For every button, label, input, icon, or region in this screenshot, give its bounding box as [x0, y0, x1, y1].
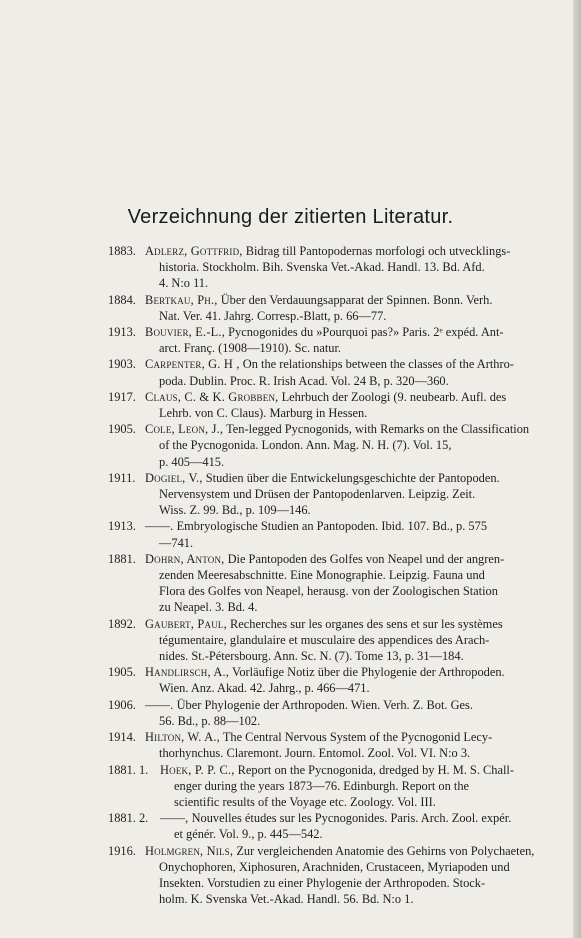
reference-entry	[0, 421, 581, 470]
reference-year: 1881. 1.	[108, 762, 149, 777]
reference-text-line: historia. Stockholm. Bih. Svenska Vet.-Akad. Handl. 13. Bd. Afd.	[159, 260, 485, 275]
reference-year: 1903.	[108, 357, 136, 372]
reference-text-line: arct. Franç. (1908—1910). Sc. natur.	[159, 341, 342, 356]
reference-entry	[0, 762, 581, 811]
reference-year: 1913.	[108, 325, 136, 340]
reference-entry	[0, 518, 581, 550]
reference-year: 1906.	[108, 697, 136, 712]
reference-author: Dohrn, Anton,	[145, 551, 225, 566]
reference-text-line: poda. Dublin. Proc. R. Irish Acad. Vol. 24 B, p. 320—360.	[159, 373, 449, 388]
reference-text-line: scientific results of the Voyage etc. Zoology. Vol. III.	[174, 794, 436, 809]
reference-year: 1917.	[108, 389, 136, 404]
reference-year: 1892.	[108, 616, 136, 631]
reference-author: Cole, Leon, J.,	[145, 422, 224, 437]
reference-text-line: Bidrag till Pantopodernas morfologi och utvecklings-	[245, 244, 511, 258]
reference-text-line: thorhynchus. Claremont. Journ. Entomol. Zool. Vol. VI. N:o 3.	[159, 746, 471, 761]
reference-author: Gaubert, Paul,	[145, 616, 227, 631]
reference-entry	[0, 389, 581, 421]
reference-entry	[0, 470, 581, 519]
reference-text-line: et génér. Vol. 9., p. 445—542.	[174, 827, 323, 842]
reference-year: 1911.	[108, 470, 136, 485]
reference-author: Carpenter, G. H ,	[145, 357, 240, 372]
reference-text-line: Nervensystem und Drüsen der Pantopodenlarven. Leipzig. Zeit.	[159, 487, 476, 502]
reference-entry	[0, 729, 581, 761]
reference-year: 1914.	[108, 730, 136, 745]
reference-entry	[0, 616, 581, 665]
reference-text-line: Zur vergleichenden Anatomie des Gehirns von Polychaeten,	[236, 843, 535, 858]
reference-text-line: Die Pantopoden des Golfes von Neapel und der angren-	[227, 551, 505, 566]
reference-text-line: Flora des Golfes von Neapel, herausg. von der Zoologischen Station	[159, 584, 498, 599]
reference-year: 1916.	[108, 843, 136, 858]
reference-author: ——.	[145, 697, 174, 712]
reference-entry	[0, 324, 581, 356]
reference-author: Hoek, P. P. C.,	[160, 762, 235, 777]
reference-text-line: zu Neapel. 3. Bd. 4.	[159, 600, 258, 615]
reference-text-line: Wien. Anz. Akad. 42. Jahrg., p. 466—471.	[159, 681, 370, 696]
reference-text-line: Onychophoren, Xiphosuren, Arachniden, Crustaceen, Myriapoden und	[159, 859, 510, 874]
reference-list	[0, 243, 581, 907]
reference-text-line: p. 405—415.	[159, 454, 225, 469]
reference-text-line: Embryologische Studien an Pantopoden. Ibid. 107. Bd., p. 575	[176, 519, 488, 534]
reference-text-line: Ten-legged Pycnogonids, with Remarks on the Classification	[226, 422, 530, 437]
reference-year: 1881.	[108, 551, 136, 566]
reference-entry	[0, 810, 581, 842]
reference-entry	[0, 356, 581, 388]
reference-entry	[0, 843, 581, 908]
reference-text-line: Lehrbuch der Zoologi (9. neubearb. Aufl. des	[281, 389, 507, 404]
reference-author: Handlirsch, A.,	[145, 665, 230, 680]
reference-year: 1913.	[108, 519, 136, 534]
reference-entry	[0, 697, 581, 729]
reference-text-line: Nat. Ver. 41. Jahrg. Corresp.-Blatt, p. 66—77.	[159, 308, 387, 323]
reference-text-line: Pycnogonides du »Pourquoi pas?» Paris. 2ᵉ expéd. Ant-	[228, 325, 504, 340]
reference-text-line: On the relationships between the classes of the Arthro-	[242, 357, 514, 372]
reference-year: 1883.	[108, 244, 136, 258]
reference-text-line: Studien über die Entwickelungsgeschichte der Pantopoden.	[205, 470, 500, 485]
reference-year: 1905.	[108, 665, 136, 680]
reference-text-line: enger during the years 1873—76. Edinburgh. Report on the	[174, 778, 470, 793]
reference-author: Hilton, W. A.,	[145, 730, 220, 745]
reference-author: Holmgren, Nils,	[145, 843, 234, 858]
reference-author: Dogiel, V.,	[145, 470, 203, 485]
reference-year: 1884.	[108, 292, 136, 307]
reference-text-line: Recherches sur les organes des sens et sur les systèmes	[230, 616, 503, 631]
reference-entry	[0, 243, 581, 292]
reference-text-line: 4. N:o 11.	[159, 276, 209, 291]
reference-text-line: Nouvelles études sur les Pycnogonides. Paris. Arch. Zool. expér.	[191, 811, 512, 826]
reference-author: Claus, C. & K. Grobben,	[145, 389, 279, 404]
reference-author: Bertkau, Ph.,	[145, 292, 218, 307]
reference-text-line: zenden Meeresabschnitte. Eine Monographie. Leipzig. Fauna und	[159, 568, 485, 583]
reference-text-line: of the Pycnogonida. London. Ann. Mag. N. H. (7). Vol. 15,	[159, 438, 452, 453]
reference-text-line: Report on the Pycnogonida, dredged by H. M. S. Chall-	[237, 762, 514, 777]
reference-text-line: nides. St.-Pétersbourg. Ann. Sc. N. (7). Tome 13, p. 31—184.	[159, 649, 464, 664]
reference-year: 1905.	[108, 422, 136, 437]
reference-text-line: Lehrb. von C. Claus). Marburg in Hessen.	[159, 406, 368, 421]
reference-author: Bouvier, E.-L.,	[145, 325, 226, 340]
page-title: Verzeichnung der zitierten Literatur.	[127, 206, 454, 228]
reference-entry	[0, 292, 581, 324]
reference-text-line: holm. K. Svenska Vet.-Akad. Handl. 56. Bd. N:o 1.	[159, 892, 414, 907]
reference-text-line: tégumentaire, glandulaire et musculaire des appendices des Arach-	[159, 632, 490, 647]
reference-entry	[0, 664, 581, 696]
reference-text-line: Wiss. Z. 99. Bd., p. 109—146.	[159, 503, 311, 518]
page-edge	[573, 0, 581, 938]
reference-text-line: Über Phylogenie der Arthropoden. Wien. Verh. Z. Bot. Ges.	[176, 697, 473, 712]
reference-year: 1881. 2.	[108, 811, 149, 826]
reference-text-line: Insekten. Vorstudien zu einer Phylogenie der Arthropoden. Stock-	[159, 875, 486, 890]
reference-entry	[0, 551, 581, 616]
reference-text-line: Vorläufige Notiz über die Phylogenie der Arthropoden.	[231, 665, 505, 680]
reference-text-line: The Central Nervous System of the Pycnogonid Lecy-	[222, 730, 493, 745]
reference-author: ——.	[145, 519, 174, 534]
reference-text-line: —741.	[159, 535, 194, 550]
reference-author: Adlerz, Gottfrid,	[145, 244, 243, 258]
reference-text-line: 56. Bd., p. 88—102.	[159, 713, 261, 728]
reference-text-line: Über den Verdauungsapparat der Spinnen. Bonn. Verh.	[220, 292, 493, 307]
reference-author: ——,	[160, 811, 189, 826]
